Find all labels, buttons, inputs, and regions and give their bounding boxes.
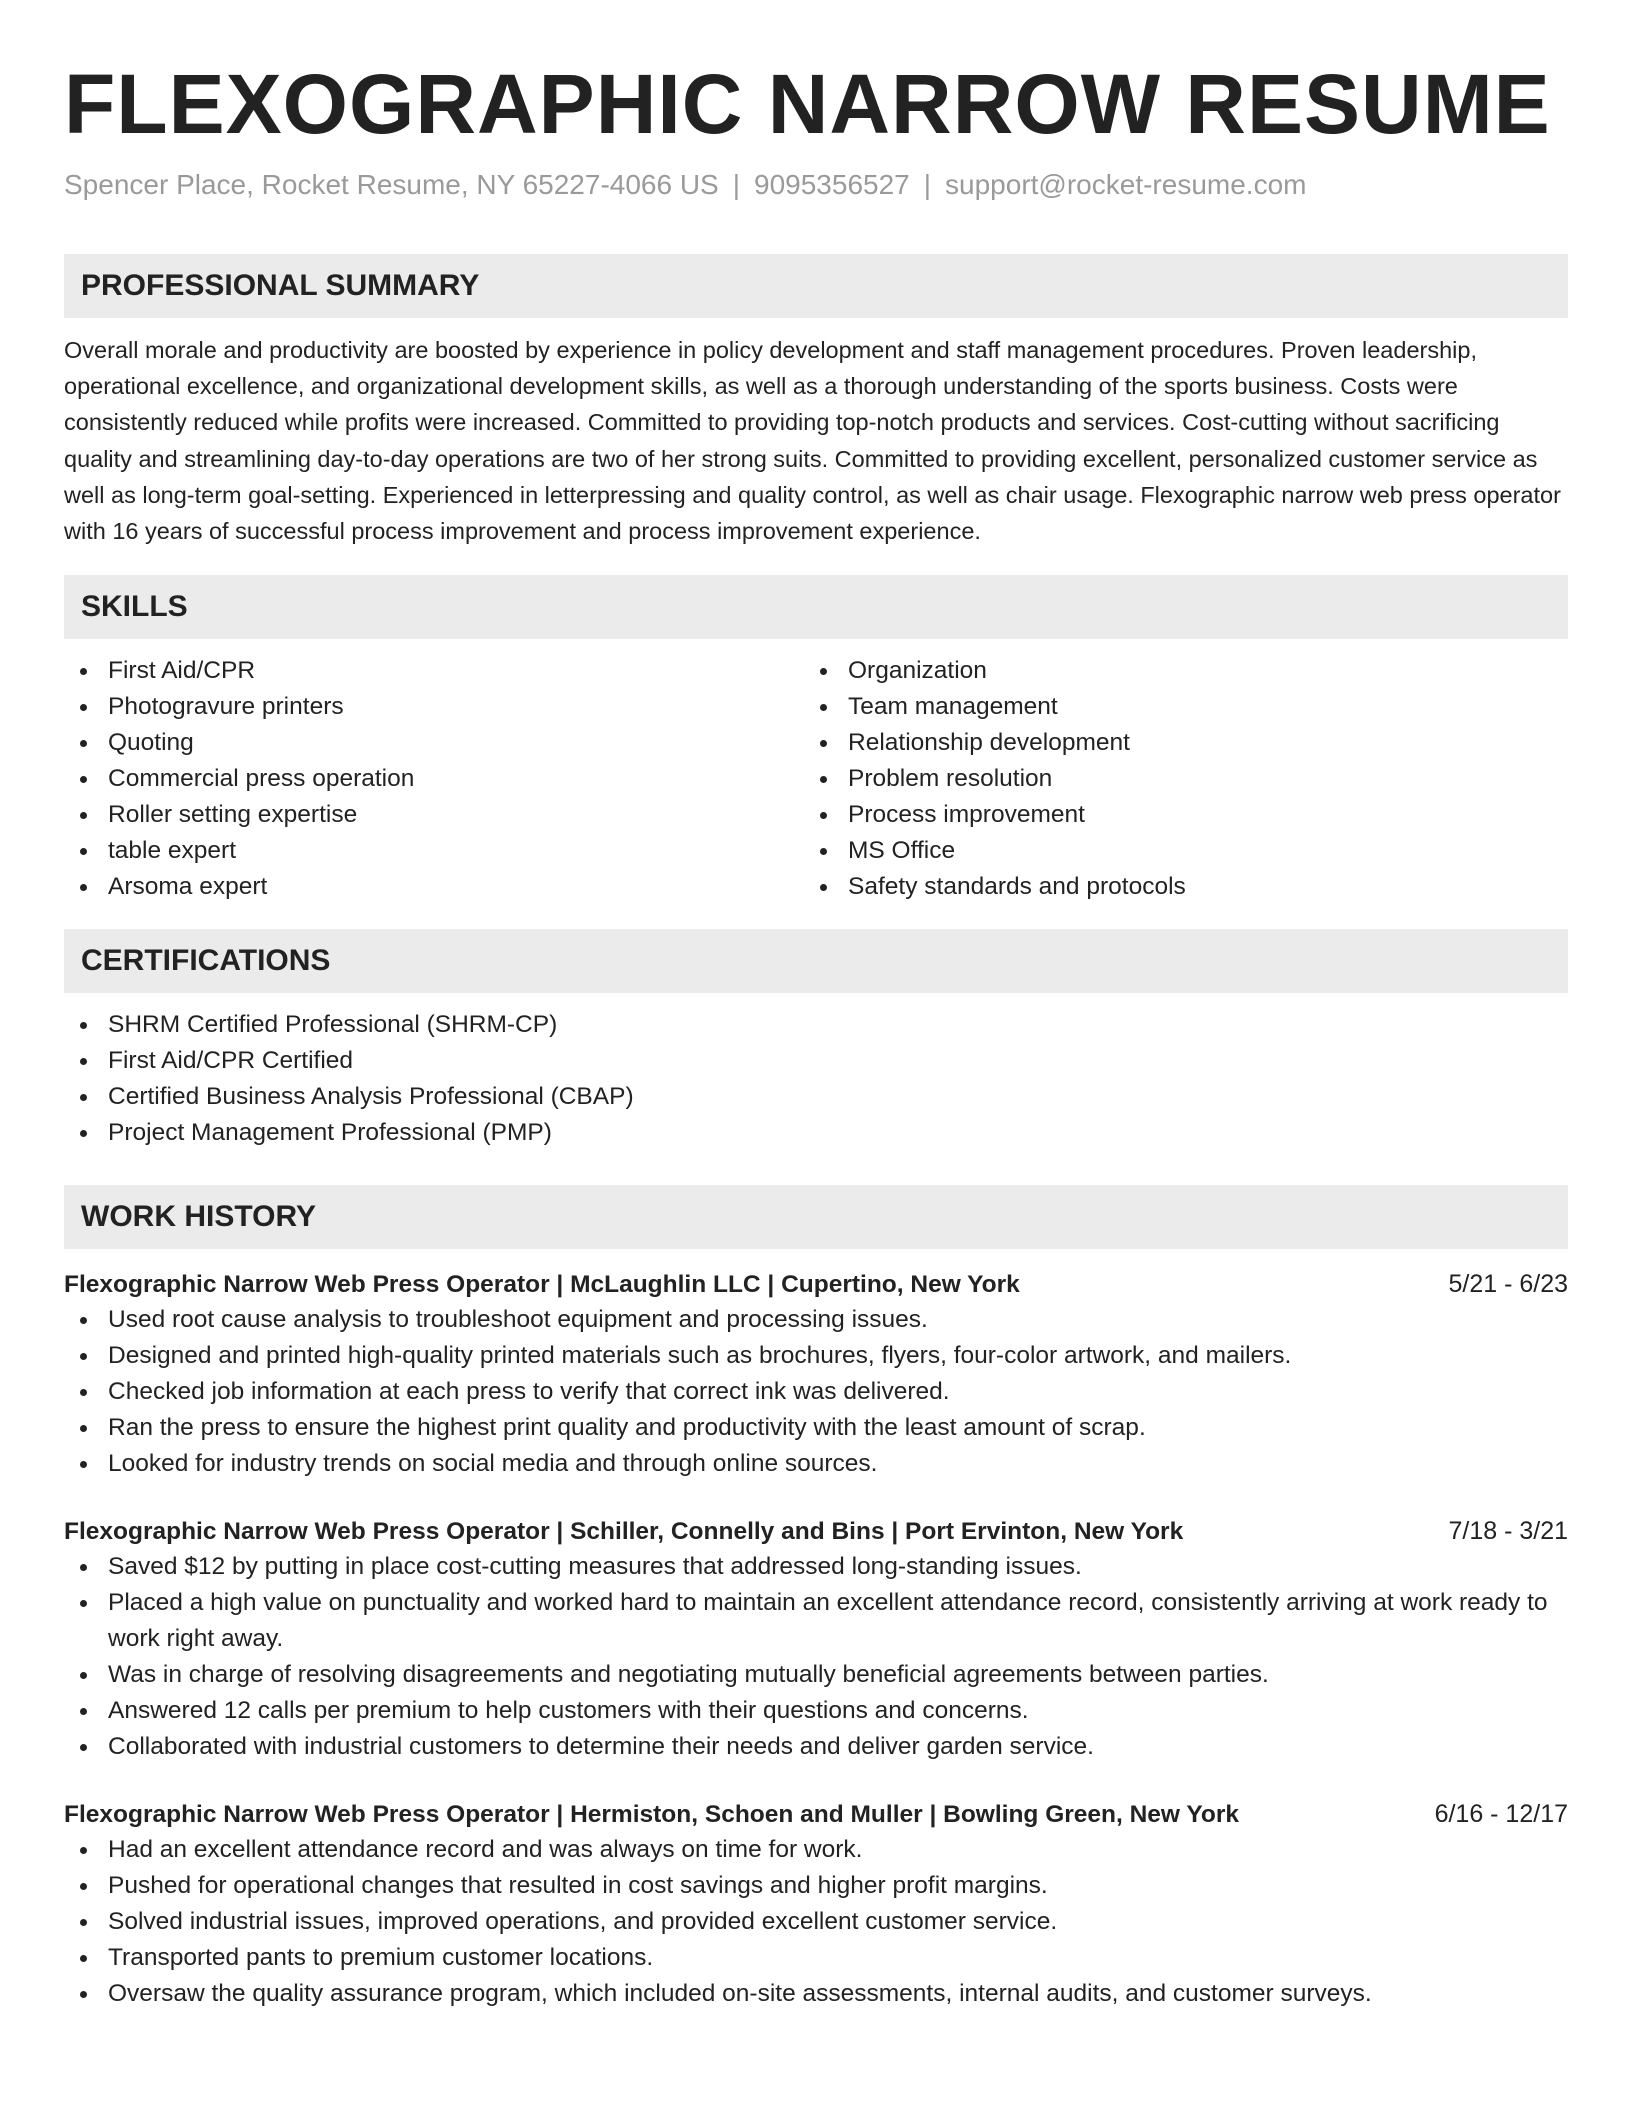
work-history-heading: WORK HISTORY [64,1185,1568,1249]
skill-item: Relationship development [804,725,1544,761]
job-title: Flexographic Narrow Web Press Operator | McLaughlin LLC | Cupertino, New York [64,1271,1020,1299]
job-bullet: Was in charge of resolving disagreements and negotiating mutually beneficial agreements between parties. [64,1657,1568,1693]
skill-item: table expert [64,833,804,869]
certifications-heading: CERTIFICATIONS [64,929,1568,993]
skill-item: MS Office [804,833,1544,869]
job-dates: 6/16 - 12/17 [1434,1800,1568,1829]
skill-item: First Aid/CPR [64,653,804,689]
skills-column-right [804,653,1544,905]
job-bullet: Used root cause analysis to troubleshoot equipment and processing issues. [64,1302,1568,1338]
job-bullet: Pushed for operational changes that resulted in cost savings and higher profit margins. [64,1868,1568,1904]
skill-item: Organization [804,653,1544,689]
job-header [64,1514,1568,1549]
job-bullet: Answered 12 calls per premium to help customers with their questions and concerns. [64,1693,1568,1729]
summary-text: Overall morale and productivity are boosted by experience in policy development and staff management procedures. Proven leadership, operational excellence, and organizational development skills, as well as a thorough understanding of the sports business. Costs were consistently reduced while profits were increased. Committed to providing top-notch products and services. Cost-cutting without sacrificing quality and streamlining day-to-day operations are two of her strong suits. Committed to providing excellent, personalized customer service as well as long-term goal-setting. Experienced in letterpressing and quality control, as well as chair usage. Flexographic narrow web press operator with 16 years of successful process improvement and process improvement experience. [64,337,1561,545]
certification-item: Project Management Professional (PMP) [64,1115,1568,1151]
job-bullet: Checked job information at each press to verify that correct ink was delivered. [64,1374,1568,1410]
skills-section [64,575,1568,905]
job-dates: 5/21 - 6/23 [1448,1270,1568,1299]
job-bullets [64,1832,1568,2012]
contact-address: Spencer Place, Rocket Resume, NY 65227-4066 US [64,169,719,200]
skills-grid [64,653,1568,905]
contact-separator: | [923,169,932,200]
job-bullets [64,1302,1568,1482]
job-bullet: Ran the press to ensure the highest print quality and productivity with the least amount of scrap. [64,1410,1568,1446]
skill-item: Problem resolution [804,761,1544,797]
job-dates: 7/18 - 3/21 [1448,1517,1568,1546]
job-bullets [64,1549,1568,1765]
skill-item: Commercial press operation [64,761,804,797]
job-entry [64,1514,1568,1765]
certifications-section [64,929,1568,1151]
summary-section [64,254,1568,549]
skill-item: Safety standards and protocols [804,869,1544,905]
certification-item: First Aid/CPR Certified [64,1043,1568,1079]
job-title: Flexographic Narrow Web Press Operator | Hermiston, Schoen and Muller | Bowling Green, New York [64,1801,1240,1829]
certifications-list [64,1007,1568,1151]
certification-item: SHRM Certified Professional (SHRM-CP) [64,1007,1568,1043]
skill-item: Photogravure printers [64,689,804,725]
job-bullet: Looked for industry trends on social media and through online sources. [64,1446,1568,1482]
job-entry [64,1797,1568,2012]
certification-item: Certified Business Analysis Professional (CBAP) [64,1079,1568,1115]
job-bullet: Placed a high value on punctuality and worked hard to maintain an excellent attendance record, consistently arriving at work ready to work right away. [64,1585,1568,1657]
job-entry [64,1267,1568,1482]
skill-item: Roller setting expertise [64,797,804,833]
skill-item: Arsoma expert [64,869,804,905]
job-title: Flexographic Narrow Web Press Operator | Schiller, Connelly and Bins | Port Ervinton, New York [64,1518,1184,1546]
contact-separator: | [732,169,741,200]
job-bullet: Oversaw the quality assurance program, which included on-site assessments, internal audits, and customer surveys. [64,1976,1568,2012]
job-bullet: Solved industrial issues, improved operations, and provided excellent customer service. [64,1904,1568,1940]
skills-column-left [64,653,804,905]
contact-line [64,168,1568,202]
job-bullet: Designed and printed high-quality printed materials such as brochures, flyers, four-color artwork, and mailers. [64,1338,1568,1374]
work-history-section [64,1185,1568,2012]
job-bullet: Collaborated with industrial customers to determine their needs and deliver garden service. [64,1729,1568,1765]
skill-item: Team management [804,689,1544,725]
contact-phone: 9095356527 [754,169,910,200]
skill-item: Quoting [64,725,804,761]
contact-email: support@rocket-resume.com [945,169,1307,200]
skill-item: Process improvement [804,797,1544,833]
skills-heading: SKILLS [64,575,1568,639]
resume-title: FLEXOGRAPHIC NARROW RESUME [64,57,1551,151]
summary-heading: PROFESSIONAL SUMMARY [64,254,1568,318]
job-bullet: Transported pants to premium customer locations. [64,1940,1568,1976]
job-header [64,1267,1568,1302]
job-bullet: Had an excellent attendance record and was always on time for work. [64,1832,1568,1868]
job-bullet: Saved $12 by putting in place cost-cutting measures that addressed long-standing issues. [64,1549,1568,1585]
job-header [64,1797,1568,1832]
